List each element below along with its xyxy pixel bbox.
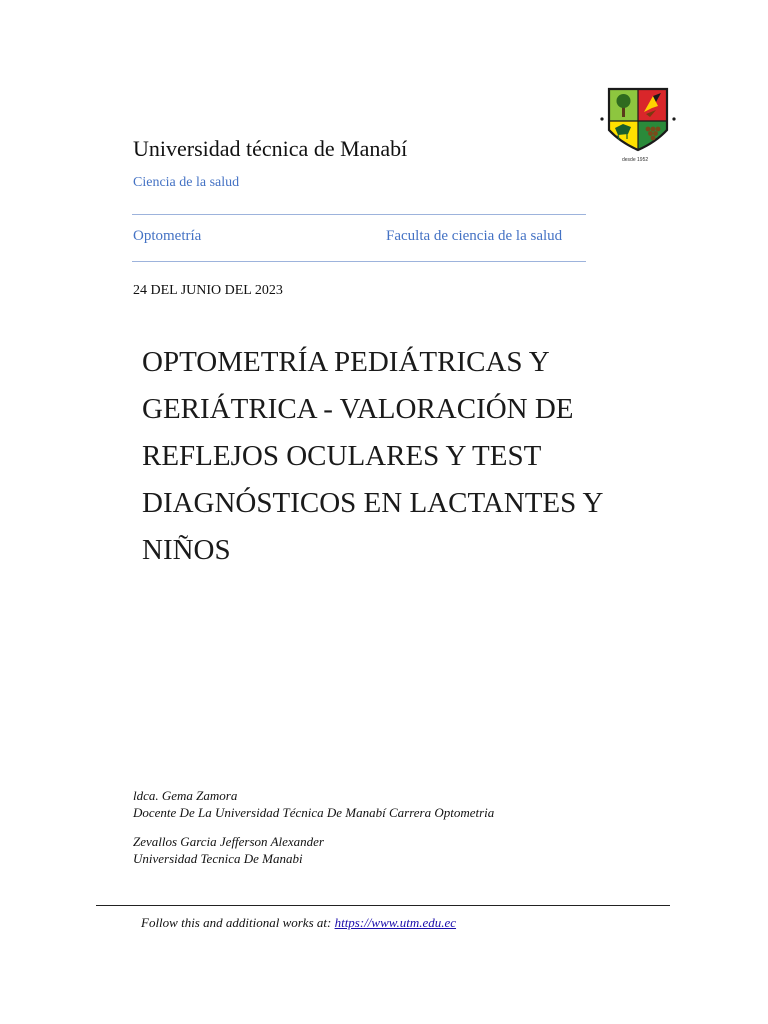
- document-date: 24 DEL JUNIO DEL 2023: [133, 283, 283, 298]
- document-title: [142, 339, 612, 574]
- author-name: ldca. Gema Zamora: [133, 788, 238, 803]
- department-label: Optometría: [133, 228, 202, 244]
- faculty-label: Faculta de ciencia de la salud: [386, 228, 563, 244]
- footer-note: [141, 915, 456, 931]
- title-line: NIÑOS: [142, 534, 231, 566]
- header-divider-top: [132, 214, 586, 215]
- logo-caption: desde 1952: [622, 157, 649, 163]
- faculty-subtitle: Ciencia de la salud: [133, 175, 240, 190]
- title-line: GERIÁTRICA - VALORACIÓN DE: [142, 393, 574, 425]
- title-line: OPTOMETRÍA PEDIÁTRICAS Y: [142, 346, 550, 378]
- title-line: DIAGNÓSTICOS EN LACTANTES Y: [142, 487, 604, 519]
- footer-divider: [96, 905, 670, 906]
- author-affiliation: Docente De La Universidad Técnica De Manabí Carrera Optometria: [133, 805, 495, 820]
- title-line: REFLEJOS OCULARES Y TEST: [142, 440, 542, 472]
- author-name: Zevallos Garcia Jefferson Alexander: [133, 834, 324, 849]
- author-affiliation: Universidad Tecnica De Manabi: [133, 851, 303, 866]
- header-divider-bottom: [132, 261, 586, 262]
- footer-text: Follow this and additional works at:: [141, 915, 335, 930]
- university-name: Universidad técnica de Manabí: [133, 136, 408, 161]
- footer-link[interactable]: https://www.utm.edu.ec: [334, 915, 457, 930]
